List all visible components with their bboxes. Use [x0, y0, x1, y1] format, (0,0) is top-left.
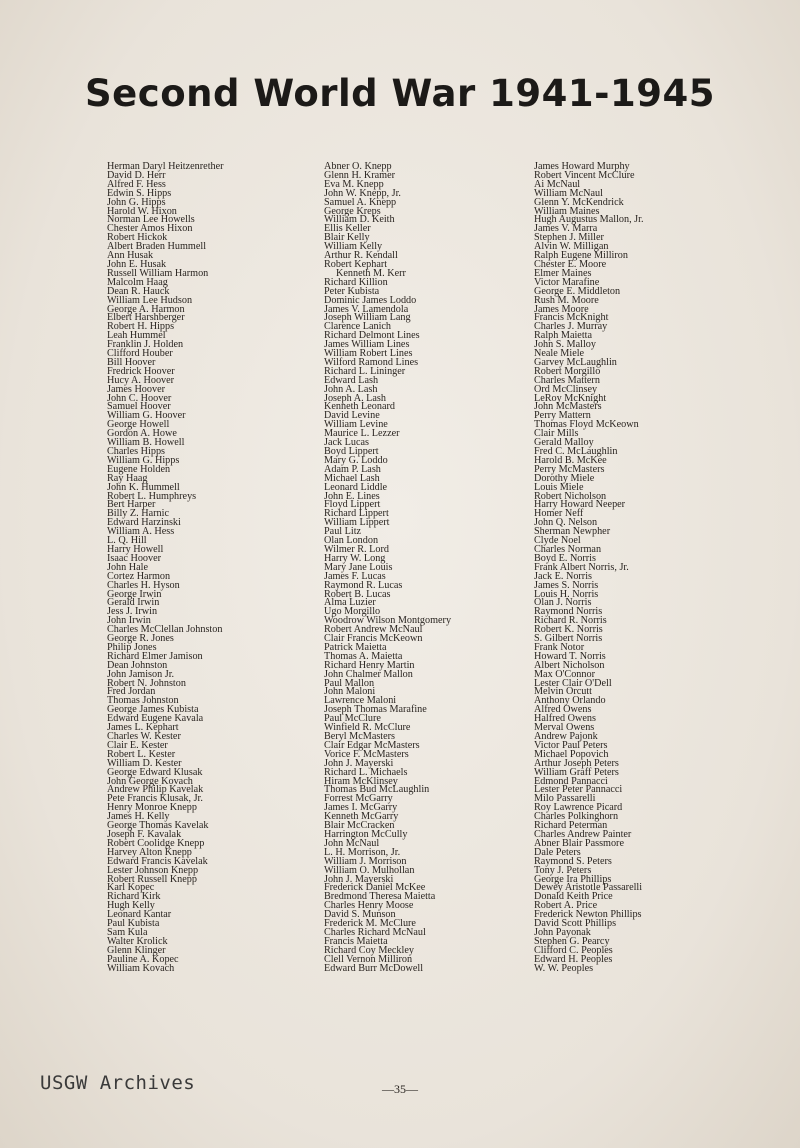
name-entry: Homer Neff — [534, 508, 584, 520]
name-entry: Joseph Thomas Marafine — [324, 704, 427, 716]
name-entry: Michael Lash — [324, 472, 380, 484]
name-entry: Richard Kirk — [107, 891, 161, 903]
name-entry: James V. Lamendola — [324, 303, 409, 315]
name-entry: Isaac Hoover — [107, 552, 162, 564]
name-entry: Abner Blair Passmore — [534, 837, 624, 849]
name-entry: Bill Hoover — [107, 356, 156, 368]
name-entry: William G. Hipps — [107, 454, 180, 466]
name-entry: Andrew Pajonk — [534, 731, 598, 742]
name-entry: Charles Norman — [534, 543, 602, 555]
name-entry: Samuel A. Knepp — [324, 196, 397, 208]
name-entry: John W. Knepp, Jr. — [324, 187, 401, 199]
name-entry: Howard T. Norris — [534, 650, 606, 662]
name-entry: Harold B. McKee — [534, 454, 607, 466]
name-entry: Robert L. Humphreys — [107, 490, 197, 502]
name-entry: Dorothy Miele — [534, 472, 595, 484]
name-entry: Dewey Aristotle Passarelli — [534, 882, 643, 894]
name-entry: David D. Herr — [107, 169, 166, 181]
name-entry: Gordon A. Howe — [107, 428, 177, 440]
name-entry: Raymond S. Peters — [534, 855, 612, 867]
name-entry: Louis H. Norris — [534, 588, 599, 600]
name-entry: Edmond Pannacci — [534, 775, 608, 787]
name-entry: Eva M. Knepp — [324, 178, 384, 190]
name-entry: Robert Morgillo — [534, 365, 601, 377]
name-entry: Joseph F. Kavalak — [107, 828, 182, 840]
name-entry: Mary Jane Louis — [324, 561, 393, 573]
name-entry: Robert Kephart — [324, 258, 388, 270]
name-entry: Richard Elmer Jamison — [107, 650, 203, 662]
name-entry: John S. Malloy — [534, 339, 596, 351]
name-entry: Joseph A. Lash — [324, 392, 386, 404]
name-entry: Edward Harzinski — [107, 517, 181, 529]
name-entry: Ralph Eugene Milliron — [534, 250, 628, 262]
name-entry: Forrest McGarry — [324, 793, 393, 805]
name-entry: Edward H. Peoples — [534, 953, 613, 965]
name-entry: John A. Lash — [324, 383, 378, 395]
name-entry: Frank Notor — [534, 641, 585, 653]
name-entry: Glenn Klinger — [107, 944, 166, 956]
name-entry: William Kovach — [107, 962, 175, 974]
name-entry: William Lee Hudson — [107, 294, 193, 306]
name-entry: L. Q. Hill — [107, 535, 147, 547]
name-entry: Wilmer R. Lord — [324, 543, 389, 555]
name-entry: John J. Mayerski — [324, 873, 394, 885]
name-entry: Hiram McKlinsey — [324, 775, 398, 787]
name-entry: Robert K. Norris — [534, 624, 603, 636]
name-entry: Dale Peters — [534, 846, 581, 858]
name-entry: Harry Howell — [107, 543, 164, 555]
name-entry: Ai McNaul — [534, 178, 581, 190]
name-entry: James F. Lucas — [324, 570, 386, 582]
name-entry: George Edward Klusak — [107, 766, 203, 778]
name-entry: Michael Popovich — [534, 748, 609, 760]
name-entry: Robert Nicholson — [534, 490, 607, 502]
name-entry: George Thomas Kavelak — [107, 820, 209, 832]
name-entry: Robert Vincent McClure — [534, 169, 635, 181]
name-entry: Clyde Noel — [534, 535, 581, 547]
name-entry: Alfred F. Hess — [107, 178, 166, 190]
name-entry: Edward Eugene Kavala — [107, 713, 204, 725]
name-entry: Charles Polkinghorn — [534, 811, 619, 823]
name-entry: Malcolm Haag — [107, 276, 168, 288]
name-entry: David S. Munson — [324, 909, 396, 921]
name-entry: Paul Mallon — [324, 677, 375, 689]
name-entry: Jack E. Norris — [534, 570, 592, 582]
name-entry: Thomas A. Maietta — [324, 650, 403, 662]
name-entry: Clifford Houber — [107, 348, 173, 360]
name-entry: Russell William Harmon — [107, 267, 209, 279]
name-entry: John Maloni — [324, 686, 376, 698]
name-entry: Samuel Hoover — [107, 401, 171, 413]
name-entry: George Irwin — [107, 588, 162, 600]
name-entry: Gerald Irwin — [107, 597, 160, 609]
name-entry: Karl Kopec — [107, 882, 155, 894]
name-entry: Maurice L. Lezzer — [324, 428, 400, 440]
name-entry: William D. Keith — [324, 214, 395, 226]
name-entry: W. W. Peoples — [534, 962, 594, 974]
name-entry: Clell Vernon Milliron — [324, 953, 413, 965]
name-entry: Halfred Owens — [534, 713, 596, 725]
name-entry: Dean Johnston — [107, 659, 168, 671]
name-entry: Blair Kelly — [324, 232, 370, 244]
name-entry: Richard Peterman — [534, 820, 608, 832]
name-column-2 — [324, 163, 451, 973]
name-entry: Walter Krolick — [107, 935, 168, 947]
name-entry: Fred Jordan — [107, 686, 156, 698]
name-entry: Thomas Floyd McKeown — [534, 419, 639, 431]
name-entry: Robert A. Price — [534, 900, 598, 912]
name-entry: Jack Lucas — [324, 437, 369, 449]
name-entry: Patrick Maietta — [324, 641, 387, 653]
name-entry: William Lippert — [324, 517, 390, 529]
name-entry: Garvey McLaughlin — [534, 356, 617, 368]
name-entry: William D. Kester — [107, 757, 182, 769]
name-entry: Pete Francis Klusak, Jr. — [107, 793, 203, 805]
name-entry: Edward Burr McDowell — [324, 962, 424, 974]
name-entry: Cortez Harmon — [107, 570, 171, 582]
name-entry: George Ira Phillips — [534, 873, 612, 885]
name-entry: Fredrick Hoover — [107, 365, 175, 377]
name-entry: Eugene Holden — [107, 463, 171, 475]
name-entry: Adam P. Lash — [324, 463, 381, 475]
name-entry: Herman Daryl Heitzenrether — [107, 161, 224, 172]
name-entry: Billy Z. Harnic — [107, 508, 169, 520]
name-entry: Ralph Maietta — [534, 330, 592, 342]
name-entry: Arthur R. Kendall — [324, 250, 398, 262]
name-entry: John J. Mayerski — [324, 757, 394, 769]
name-entry: Peter Kubista — [324, 285, 380, 297]
name-entry: Hucy A. Hoover — [107, 374, 175, 386]
name-entry: Glenn Y. McKendrick — [534, 196, 624, 208]
name-entry: Paul Kubista — [107, 918, 160, 930]
name-entry: David Scott Phillips — [534, 918, 617, 930]
name-entry: James S. Norris — [534, 579, 599, 591]
name-entry: Edwin S. Hipps — [107, 187, 172, 199]
name-entry: Robert Andrew McNaul — [324, 624, 423, 636]
name-entry: Vorice F. McMasters — [324, 748, 409, 760]
name-entry: Ellis Keller — [324, 223, 371, 235]
name-entry: Ugo Morgillo — [324, 606, 381, 618]
name-entry: Lester Peter Pannacci — [534, 784, 623, 796]
name-entry: Harry Howard Neeper — [534, 499, 626, 511]
name-entry: Charles J. Murray — [534, 321, 608, 333]
name-entry: Gerald Malloy — [534, 437, 594, 449]
name-entry: Clair Edgar McMasters — [324, 739, 420, 751]
name-entry: James Howard Murphy — [534, 161, 630, 172]
name-entry: Norman Lee Howells — [107, 214, 195, 226]
name-entry: Boyd Lippert — [324, 446, 379, 457]
name-entry: Arthur Joseph Peters — [534, 757, 619, 769]
name-entry: Leonard Kantar — [107, 909, 172, 921]
name-entry: Merval Owens — [534, 722, 595, 734]
name-entry: John Payonak — [534, 926, 591, 938]
name-entry: Perry Mattern — [534, 410, 591, 422]
name-entry: Sherman Newpher — [534, 526, 611, 538]
name-entry: Stephen G. Pearcy — [534, 935, 610, 947]
name-entry: S. Gilbert Norris — [534, 633, 603, 645]
name-entry: Victor Paul Peters — [534, 739, 608, 751]
name-entry: Charles Richard McNaul — [324, 926, 426, 938]
name-entry: William G. Hoover — [107, 410, 186, 422]
name-entry: Charles Mattern — [534, 374, 600, 386]
name-entry: James I. McGarry — [324, 802, 398, 814]
name-entry: George A. Harmon — [107, 303, 185, 315]
name-entry: George James Kubista — [107, 704, 199, 716]
name-entry: Donald Keith Price — [534, 891, 613, 903]
name-entry: William Kelly — [324, 241, 383, 253]
name-entry: Rush M. Moore — [534, 294, 599, 306]
name-entry: Milo Passarelli — [534, 793, 596, 805]
name-entry: William O. Mulhollan — [324, 864, 415, 876]
name-entry: John Irwin — [107, 615, 151, 627]
name-entry: Leonard Liddle — [324, 481, 388, 493]
name-entry: John Q. Nelson — [534, 517, 598, 529]
name-entry: Franklin J. Holden — [107, 339, 184, 351]
name-entry: George Howell — [107, 419, 170, 431]
name-entry: Robert L. Kester — [107, 748, 176, 760]
name-entry: Richard Delmont Lines — [324, 330, 420, 342]
name-entry: Raymond Norris — [534, 606, 603, 618]
name-entry: Harvey Alton Knepp — [107, 846, 192, 858]
name-entry: Winfield R. McClure — [324, 722, 411, 734]
name-entry: Charles Andrew Painter — [534, 828, 632, 840]
name-entry: Raymond R. Lucas — [324, 579, 403, 591]
name-entry: William Maines — [534, 205, 600, 217]
name-column-3 — [534, 163, 644, 973]
name-entry: Abner O. Knepp — [324, 161, 392, 172]
name-entry: Edward Lash — [324, 374, 379, 386]
name-entry: Richard R. Norris — [534, 615, 607, 627]
name-entry: Max O'Connor — [534, 668, 595, 680]
name-entry: Woodrow Wilson Montgomery — [324, 615, 452, 627]
name-entry: Richard L. Lininger — [324, 365, 406, 377]
name-entry: Roy Lawrence Picard — [534, 802, 623, 814]
name-entry: George E. Middleton — [534, 285, 621, 297]
name-entry: Boyd E. Norris — [534, 552, 596, 564]
name-entry: Fred C. McLaughlin — [534, 446, 618, 457]
name-entry: Charles Henry Moose — [324, 900, 414, 912]
name-entry: Paul Litz — [324, 526, 362, 538]
name-entry: Lawrence Maloni — [324, 695, 397, 707]
name-entry: Charles McClellan Johnston — [107, 624, 223, 636]
name-entry: Olan London — [324, 535, 379, 547]
name-entry: John Chalmer Mallon — [324, 668, 413, 680]
name-entry: Neale Miele — [534, 348, 585, 360]
name-entry: William Graff Peters — [534, 766, 619, 778]
name-entry: Richard Killion — [324, 276, 388, 288]
name-entry: Thomas Bud McLaughlin — [324, 784, 430, 796]
name-entry: John George Kovach — [107, 775, 193, 787]
name-entry: Albert Braden Hummell — [107, 241, 207, 253]
name-entry: Clair Francis McKeown — [324, 633, 423, 645]
name-entry: Frederick M. McClure — [324, 918, 416, 930]
name-entry: Kenneth McGarry — [324, 811, 399, 823]
name-entry: Alma Luzier — [324, 597, 376, 609]
name-entry: Clair E. Kester — [107, 739, 168, 751]
name-entry: Floyd Lippert — [324, 499, 381, 511]
name-entry: James H. Kelly — [107, 811, 170, 823]
name-entry: James L. Kephart — [107, 722, 179, 734]
name-entry: William B. Howell — [107, 437, 185, 449]
name-entry: Mary G. Loddo — [324, 454, 388, 466]
name-entry: Perry McMasters — [534, 463, 605, 475]
name-entry: George R. Jones — [107, 633, 174, 645]
page-title: Second World War 1941-1945 — [85, 72, 715, 115]
name-entry: Elmer Maines — [534, 267, 592, 279]
name-entry: Robert H. Hipps — [107, 321, 175, 333]
name-entry: Dean R. Hauck — [107, 285, 170, 297]
name-entry: James Moore — [534, 303, 589, 315]
name-entry: Louis Miele — [534, 481, 584, 493]
name-entry: Charles Hipps — [107, 446, 166, 457]
name-entry: Alvin W. Milligan — [534, 241, 609, 253]
name-entry: Melvin Orcutt — [534, 686, 593, 698]
name-entry: Joseph William Lang — [324, 312, 411, 324]
name-entry: Victor Marafine — [534, 276, 600, 288]
name-entry: Stephen J. Miller — [534, 232, 604, 244]
name-entry: Francis McKnight — [534, 312, 609, 324]
name-entry: James Hoover — [107, 383, 165, 395]
name-entry: Blair McCracken — [324, 820, 395, 832]
name-entry: John Jamison Jr. — [107, 668, 175, 680]
name-entry: Harry W. Long — [324, 552, 386, 564]
name-entry: John McNaul — [324, 837, 380, 849]
name-entry: Richard Henry Martin — [324, 659, 415, 671]
name-entry: Kenneth Leonard — [324, 401, 395, 413]
name-entry: L. H. Morrison, Jr. — [324, 846, 401, 858]
name-entry: Chester Amos Hixon — [107, 223, 193, 235]
name-entry: William Robert Lines — [324, 348, 413, 360]
name-entry: Bredmond Theresa Maietta — [324, 891, 436, 903]
name-entry: Andrew Philip Kavelak — [107, 784, 204, 796]
name-entry: David Levine — [324, 410, 380, 422]
name-entry: Charles W. Kester — [107, 731, 181, 742]
name-entry: Ann Husak — [107, 250, 154, 262]
name-entry: John G. Hipps — [107, 196, 166, 208]
name-entry: Robert Hickok — [107, 232, 168, 244]
name-entry: Clifford C. Peoples — [534, 944, 613, 956]
name-entry: Elbert Harshberger — [107, 312, 185, 324]
name-entry: William J. Morrison — [324, 855, 407, 867]
name-entry: Ord McClinsey — [534, 383, 598, 395]
name-entry: Robert Coolidge Knepp — [107, 837, 205, 849]
name-entry: James William Lines — [324, 339, 410, 351]
name-entry: William Levine — [324, 419, 388, 431]
name-entry: Edward Francis Kavelak — [107, 855, 208, 867]
name-entry: Robert B. Lucas — [324, 588, 391, 600]
name-entry: John K. Hummell — [107, 481, 180, 493]
name-entry: Albert Nicholson — [534, 659, 605, 671]
name-entry: Lester Clair O'Dell — [534, 677, 612, 689]
page-number: —35— — [382, 1082, 418, 1096]
name-entry: Thomas Johnston — [107, 695, 179, 707]
name-entry: Ray Haag — [107, 472, 148, 484]
name-entry: Pauline A. Kopec — [107, 953, 179, 965]
name-column-1 — [107, 163, 224, 973]
name-entry: Henry Monroe Knepp — [107, 802, 197, 814]
name-entry: Kenneth M. Kerr — [336, 267, 406, 279]
name-entry: Richard Lippert — [324, 508, 389, 520]
name-entry: Richard Coy Meckley — [324, 944, 414, 956]
name-entry: Tony J. Peters — [534, 864, 592, 876]
name-entry: Olan J. Norris — [534, 597, 592, 609]
name-entry: Clarence Lanich — [324, 321, 392, 333]
name-entry: William McNaul — [534, 187, 603, 199]
name-entry: Francis Maietta — [324, 935, 388, 947]
name-entry: Paul McClure — [324, 713, 381, 725]
name-entry: Sam Kula — [107, 926, 148, 938]
name-entry: John McMasters — [534, 401, 602, 413]
name-entry: Alfred Owens — [534, 704, 592, 716]
name-entry: Clair Mills — [534, 428, 579, 440]
name-entry: Beryl McMasters — [324, 731, 396, 742]
name-entry: Harold W. Hixon — [107, 205, 177, 217]
name-entry: Robert N. Johnston — [107, 677, 186, 689]
name-entry: Dominic James Loddo — [324, 294, 417, 306]
watermark: USGW Archives — [40, 1072, 196, 1094]
name-entry: Philip Jones — [107, 641, 157, 653]
name-entry: Chester E. Moore — [534, 258, 607, 270]
name-entry: Frederick Newton Phillips — [534, 909, 642, 921]
name-entry: Glenn H. Kramer — [324, 169, 396, 181]
name-entry: Bert Harper — [107, 499, 156, 511]
name-entry: Frederick Daniel McKee — [324, 882, 426, 894]
name-entry: Jess J. Irwin — [107, 606, 158, 618]
name-entry: Charles H. Hyson — [107, 579, 180, 591]
name-entry: LeRoy McKnight — [534, 392, 607, 404]
name-entry: James V. Marra — [534, 223, 598, 235]
name-entry: Lester Johnson Knepp — [107, 864, 199, 876]
name-entry: Hugh Kelly — [107, 900, 155, 912]
name-entry: John C. Hoover — [107, 392, 172, 404]
name-entry: Frank Albert Norris, Jr. — [534, 561, 629, 573]
name-entry: Hugh Augustus Mallon, Jr. — [534, 214, 644, 226]
name-entry: William A. Hess — [107, 526, 175, 538]
name-entry: John E. Husak — [107, 258, 167, 270]
name-entry: George Kreps — [324, 205, 381, 217]
name-entry: Robert Russell Knepp — [107, 873, 197, 885]
name-entry: John E. Lines — [324, 490, 380, 502]
name-entry: Anthony Orlando — [534, 695, 606, 707]
name-entry: John Hale — [107, 561, 149, 573]
name-entry: Wilford Ramond Lines — [324, 356, 419, 368]
name-entry: Leah Hummel — [107, 330, 166, 342]
name-entry: Richard L. Michaels — [324, 766, 408, 778]
name-entry: Harrington McCully — [324, 828, 408, 840]
